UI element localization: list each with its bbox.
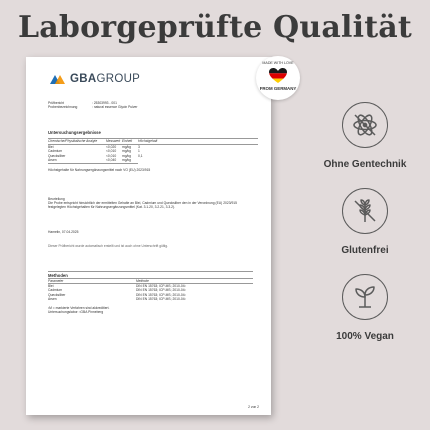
cell-analyte: Cadmium (48, 149, 63, 154)
feature-gluten-free (300, 188, 430, 256)
wheat-strikethrough-icon (351, 197, 379, 225)
feature-icon-circle (342, 102, 388, 148)
cell-value: <0,020 (106, 145, 117, 150)
results-title: Untersuchungsergebnisse (48, 130, 101, 135)
cell-unit: mg/kg (122, 149, 131, 154)
logo-part-gba: GBA (70, 73, 97, 85)
feature-icon-circle (342, 188, 388, 234)
page-number: 2 von 2 (248, 404, 259, 409)
footnote-accredited: ¹M = markierte Verfahren sind akkreditiert. (48, 306, 110, 311)
limit-note: Höchstgehalte für Nahrungsergänzungsmittel nach VO (EU) 2023/915 (48, 168, 151, 173)
cell-max: 3 (138, 145, 140, 150)
col-header-unit: Einheit (122, 139, 133, 143)
cell-value: <0,040 (106, 157, 117, 162)
signature-note: Dieser Prüfbericht wurde automatisch erstellt und ist auch ohne Unterschrift gültig. (48, 244, 169, 248)
logo-part-group: GROUP (96, 73, 141, 85)
cell-parameter: Cadmium (48, 288, 63, 293)
cell-method: DIN EN 15763; ICP-MS; 2010-04¹ (136, 296, 186, 301)
cell-unit: mg/kg (122, 157, 131, 162)
made-in-germany-badge (256, 56, 300, 100)
report-meta (48, 101, 258, 109)
col-header-analyte: Chemische/Physikalische Analyte (48, 139, 98, 143)
cell-unit: mg/kg (122, 153, 131, 158)
cell-parameter: Arsen (48, 296, 57, 301)
cell-max: 0,1 (138, 153, 143, 158)
cell-value: <0,010 (106, 153, 117, 158)
col-header-value: Messwert (106, 139, 121, 143)
lab-report-document (26, 57, 271, 415)
logo-wordmark (70, 73, 140, 85)
cell-analyte: Arsen (48, 157, 57, 162)
germany-heart-flag-icon (269, 68, 287, 84)
badge-bottom-text: FROM GERMANY (259, 86, 297, 91)
atom-strikethrough-icon (351, 111, 379, 139)
cell-analyte: Blei (48, 145, 54, 150)
date-line: Hamelin, 07.04.2025 (48, 230, 79, 234)
cell-parameter: Quecksilber (48, 292, 66, 297)
cell-unit: mg/kg (122, 145, 131, 150)
cell-max: 1 (138, 149, 140, 154)
methods-section (48, 271, 253, 314)
col-header-method: Methode (136, 279, 149, 283)
feature-label: Ohne Gentechnik (323, 159, 407, 170)
cell-method: DIN EN 15763; ICP-MS; 2010-04¹ (136, 292, 186, 297)
results-section (48, 130, 258, 172)
meta-label: Prüfbericht (48, 101, 64, 105)
cell-analyte: Quecksilber (48, 153, 66, 158)
assessment-title: Beurteilung (48, 197, 65, 201)
table-row (48, 297, 253, 301)
results-table-header (48, 138, 258, 143)
table-row (48, 158, 258, 162)
feature-vegan (300, 274, 430, 342)
assessment-section (48, 197, 253, 210)
col-header-max: Höchstgehalt (138, 139, 158, 143)
gba-logo-icon (48, 73, 68, 85)
feature-label: Glutenfrei (341, 245, 389, 256)
page-headline: Laborgeprüfte Qualität (17, 10, 412, 45)
feature-label: 100% Vegan (336, 331, 394, 342)
col-header-parameter: Parameter (48, 279, 64, 283)
meta-value: : 25303993 - 001 (92, 101, 117, 105)
meta-label: Probenbezeichnung (48, 105, 78, 110)
feature-no-gmo (300, 102, 430, 170)
meta-value: : natural essence Glycin Pulver (92, 105, 138, 110)
cell-method: DIN EN 15763; ICP-MS; 2010-04¹ (136, 284, 186, 289)
badge-top-text: MADE WITH LOVE (262, 61, 294, 65)
sprout-icon (351, 283, 379, 311)
meta-row (48, 105, 258, 109)
cell-value: <0,010 (106, 149, 117, 154)
cell-method: DIN EN 15763; ICP-MS; 2010-04¹ (136, 288, 186, 293)
cell-parameter: Blei (48, 284, 54, 289)
assessment-text: Die Probe entspricht hinsichtlich der ermittelten Gehalte an Blei, Cadmium und Quecksilber den in der Verordnung (EU) 2023/915 festgelegten Höchstgehalten für Nahrungsergänzungsmittel (Kat. 3.1.20, 3.2.21, 3.3.2). (48, 201, 237, 210)
gba-group-logo (48, 73, 140, 85)
footnote-lab: Untersuchungslabor: ¹GBA Pinneberg (48, 310, 104, 315)
methods-title: Methoden (48, 273, 68, 278)
feature-icon-circle (342, 274, 388, 320)
